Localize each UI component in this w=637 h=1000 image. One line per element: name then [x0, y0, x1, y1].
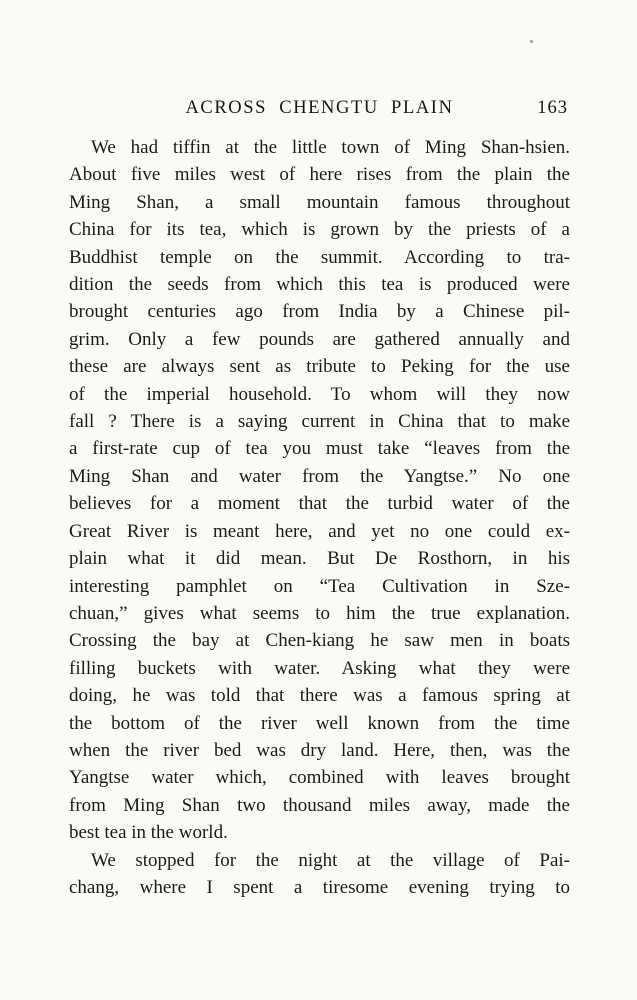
- text-line: brought centuries ago from India by a Chinese pil-: [69, 301, 570, 323]
- text-line: China for its tea, which is grown by the priests of a: [69, 219, 570, 241]
- running-head: [69, 97, 570, 119]
- text-line: the bottom of the river well known from the time: [69, 712, 570, 734]
- text-line: dition the seeds from which this tea is produced were: [69, 274, 570, 296]
- text-line: Ming Shan and water from the Yangtse.” No one: [69, 465, 570, 487]
- text-line: chang, where I spent a tiresome evening trying to: [69, 876, 570, 898]
- text-block: [69, 97, 570, 901]
- page-title: ACROSS CHENGTU PLAIN: [185, 98, 454, 118]
- page-number: 163: [537, 98, 568, 118]
- text-line: from Ming Shan two thousand miles away, made the: [69, 794, 570, 816]
- text-line: We stopped for the night at the village of Pai-: [91, 849, 570, 871]
- text-line: of the imperial household. To whom will they now: [69, 383, 570, 405]
- text-line: these are always sent as tribute to Peking for the use: [69, 356, 570, 378]
- text-line: Ming Shan, a small mountain famous throughout: [69, 191, 570, 213]
- text-line: About five miles west of here rises from the plain the: [69, 164, 570, 186]
- text-line: interesting pamphlet on “Tea Cultivation in Sze-: [69, 575, 570, 597]
- text-line: Crossing the bay at Chen-kiang he saw men in boats: [69, 630, 570, 652]
- text-line: fall ? There is a saying current in China that to make: [69, 411, 570, 433]
- text-line: when the river bed was dry land. Here, then, was the: [69, 739, 570, 761]
- text-line: Buddhist temple on the summit. According to tra-: [69, 246, 570, 268]
- text-line: We had tiffin at the little town of Ming Shan-hsien.: [91, 137, 570, 158]
- text-line: Great River is meant here, and yet no one could ex-: [69, 520, 570, 542]
- text-line: Yangtse water which, combined with leaves brought: [69, 767, 570, 789]
- text-line: doing, he was told that there was a famous spring at: [69, 685, 570, 707]
- text-line: filling buckets with water. Asking what they were: [69, 657, 570, 679]
- text-line: best tea in the world.: [69, 822, 228, 844]
- text-line: grim. Only a few pounds are gathered annually and: [69, 328, 570, 350]
- text-line: believes for a moment that the turbid water of the: [69, 493, 570, 515]
- scan-artifact: [530, 40, 533, 43]
- text-line: a first-rate cup of tea you must take “leaves from the: [69, 438, 570, 460]
- text-line: plain what it did mean. But De Rosthorn, in his: [69, 548, 570, 570]
- text-line: chuan,” gives what seems to him the true explanation.: [69, 602, 570, 624]
- page-body: [69, 134, 570, 901]
